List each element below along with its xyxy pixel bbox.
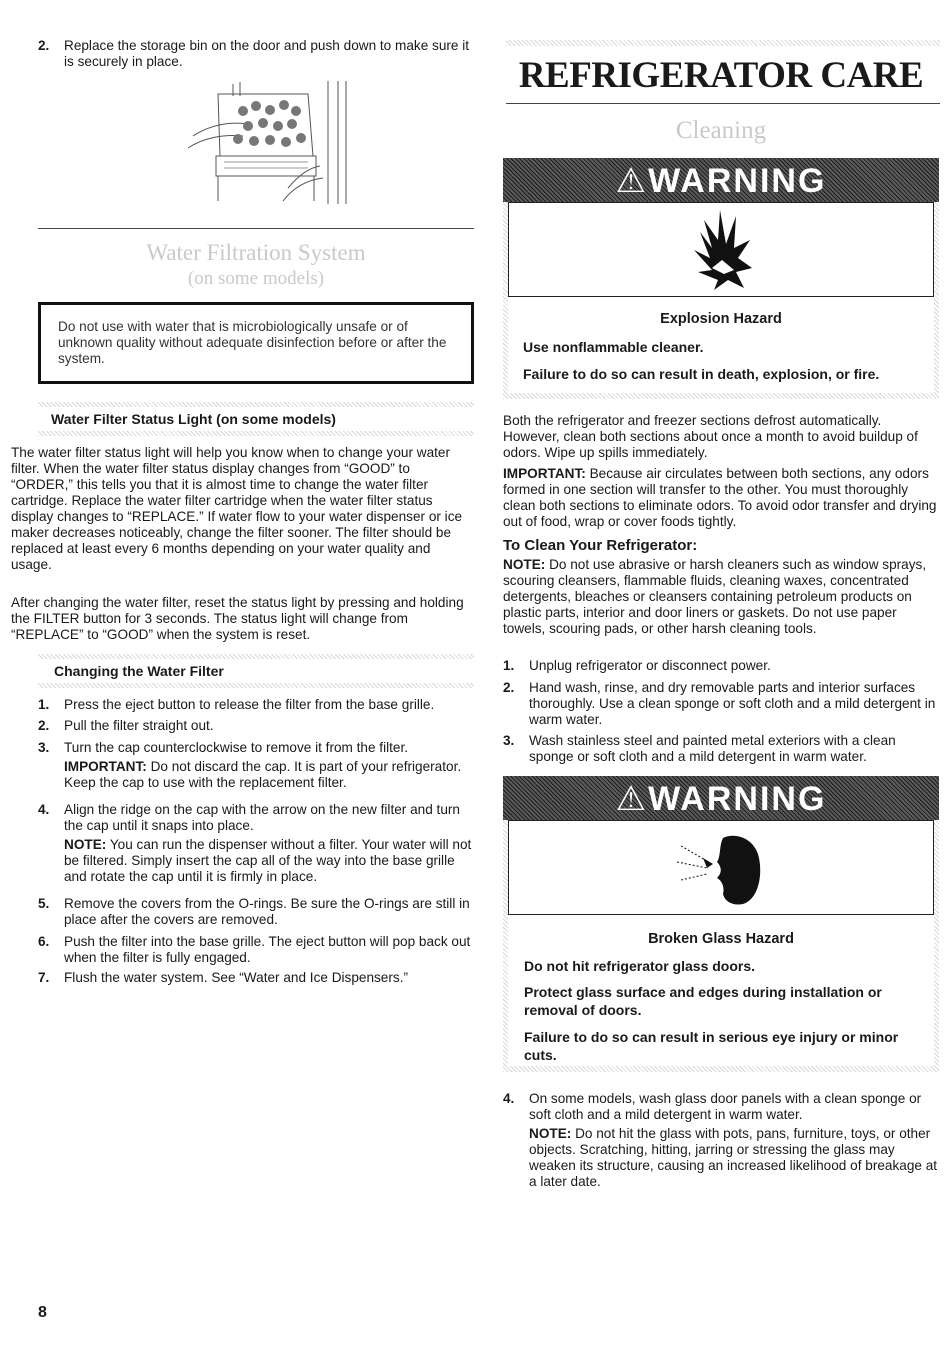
heading-rule xyxy=(38,402,474,407)
step-text: Replace the storage bin on the door and push down to make sure it is securely in place. xyxy=(64,38,470,69)
status-light-heading: Water Filter Status Light (on some models) xyxy=(51,411,336,427)
step-number: 3. xyxy=(503,733,515,748)
step-number: 3. xyxy=(38,740,50,755)
step-number: 2. xyxy=(38,38,50,53)
section-subtitle: (on some models) xyxy=(187,268,325,289)
important-text: Because air circulates between both sections, any odors formed in one section will transfer to the other. You must thoroughly clean both sections to eliminate odors. To avoid odor transfer and drying out of food, wrap or cover foods tightly. xyxy=(503,466,937,529)
page-number: 8 xyxy=(38,1304,47,1321)
cleaning-subtitle: Cleaning xyxy=(675,117,767,144)
warning-line: Do not hit refrigerator glass doors. xyxy=(524,958,756,974)
important-label: IMPORTANT: xyxy=(503,466,586,481)
note-text: Do not use abrasive or harsh cleaners such as window sprays, scouring cleansers, flammable fluids, cleaning waxes, concentrated detergents, bleaches or cleansers containing petroleum products on plastic parts, interior and door liners or gaskets. Do not use paper towels, scouring pads, or other harsh cleaning tools. xyxy=(503,557,927,636)
reset-paragraph: After changing the water filter, reset the status light by pressing and holding the FILTER button for 3 seconds. The status light will change from “REPLACE” to “GOOD” when the system is reset. xyxy=(11,595,464,642)
note-text: Do not discard the cap. It is part of your refrigerator. Keep the cap to use with the replacement filter. xyxy=(64,759,462,790)
step-note xyxy=(64,837,474,885)
list-item xyxy=(38,934,474,966)
list-item xyxy=(38,896,474,928)
warning-line: Failure to do so can result in death, explosion, or fire. xyxy=(523,366,880,382)
step-number: 1. xyxy=(503,658,515,673)
step-text: Pull the filter straight out. xyxy=(64,718,214,733)
step-4-glass-panels xyxy=(503,1091,939,1190)
list-item xyxy=(38,802,474,885)
step-number: 6. xyxy=(38,934,50,949)
note-label: NOTE: xyxy=(64,837,107,852)
hazard-title: Broken Glass Hazard xyxy=(648,931,794,947)
step-text: Align the ridge on the cap with the arrow on the new filter and turn the cap until it snaps into place. xyxy=(64,802,460,833)
step-text: Push the filter into the base grille. The eject button will pop back out when the filter is fully engaged. xyxy=(64,934,471,965)
changing-filter-heading: Changing the Water Filter xyxy=(54,663,224,679)
clean-heading: To Clean Your Refrigerator: xyxy=(503,537,698,554)
step-text: Hand wash, rinse, and dry removable parts and interior surfaces thoroughly. Use a clean sponge or soft cloth and a mild detergent in warm water. xyxy=(529,680,936,727)
hazard-title: Explosion Hazard xyxy=(660,311,782,327)
step-text: Turn the cap counterclockwise to remove it from the filter. xyxy=(64,740,409,755)
step-text: Flush the water system. See “Water and Ice Dispensers.” xyxy=(64,970,408,985)
step-number: 2. xyxy=(503,680,515,695)
list-item xyxy=(38,697,474,713)
explosion-icon xyxy=(690,210,756,290)
water-notice-text: Do not use with water that is microbiologically unsafe or of unknown quality without adequate disinfection before or after the system. xyxy=(58,319,447,366)
section-title: Water Filtration System xyxy=(146,240,366,265)
heading-rule xyxy=(38,683,474,688)
list-item xyxy=(38,718,474,734)
cleaners-note xyxy=(503,557,939,637)
water-notice-box xyxy=(38,302,474,384)
storage-bin-illustration xyxy=(188,76,368,206)
step-number: 4. xyxy=(503,1091,515,1106)
list-item xyxy=(503,733,939,765)
eye-injury-icon xyxy=(673,828,763,908)
divider xyxy=(38,228,474,229)
list-item xyxy=(503,680,939,728)
note-label: IMPORTANT: xyxy=(64,759,147,774)
explosion-warning xyxy=(503,158,939,399)
step-number: 1. xyxy=(38,697,50,712)
warning-line: Use nonflammable cleaner. xyxy=(523,339,704,355)
step-number: 4. xyxy=(38,802,50,817)
step-number: 5. xyxy=(38,896,50,911)
note-text: Do not hit the glass with pots, pans, furniture, toys, or other objects. Scratching, hitting, jarring or stressing the glass may weaken its structure, causing an increased likelihood of breakage at a later date. xyxy=(529,1126,938,1189)
step-2-storage-bin xyxy=(38,38,474,70)
title-rule xyxy=(506,40,940,46)
note-text: You can run the dispenser without a filter. Your water will not be filtered. Simply insert the cap all of the way into the base grille and rotate the cap until it is firmly in place. xyxy=(64,837,472,884)
heading-rule xyxy=(38,431,474,436)
step-text: Remove the covers from the O-rings. Be sure the O-rings are still in place after the covers are removed. xyxy=(64,896,470,927)
step-note xyxy=(529,1126,939,1190)
list-item xyxy=(38,740,474,791)
step-note xyxy=(64,759,474,791)
list-item xyxy=(503,658,939,674)
step-text: Unplug refrigerator or disconnect power. xyxy=(529,658,771,673)
defrost-paragraph: Both the refrigerator and freezer sections defrost automatically. However, clean both sections about once a month to avoid buildup of odors. Wipe up spills immediately. xyxy=(503,413,918,460)
step-number: 7. xyxy=(38,970,50,985)
list-item xyxy=(38,970,474,986)
page-title: REFRIGERATOR CARE xyxy=(518,55,924,96)
warning-line: Failure to do so can result in serious eye injury or minor cuts. xyxy=(524,1029,899,1063)
step-text: On some models, wash glass door panels with a clean sponge or soft cloth and a mild detergent in warm water. xyxy=(529,1091,922,1122)
important-paragraph xyxy=(503,466,939,530)
warning-line: Protect glass surface and edges during installation or removal of doors. xyxy=(524,984,882,1018)
divider xyxy=(506,103,940,104)
status-light-paragraph: The water filter status light will help you know when to change your water filter. When the water filter status display changes from “GOOD” to “ORDER,” this tells you that it is almost time to change the water filter cartridge. Replace the water filter cartridge when the water filter status display changes to “REPLACE.” If water flow to your water dispenser or ice maker decreases noticeably, change the filter sooner. The filter should be replaced at least every 6 months depending on your water quality and usage. xyxy=(11,445,463,572)
step-text: Press the eject button to release the filter from the base grille. xyxy=(64,697,435,712)
broken-glass-warning xyxy=(503,776,939,1072)
warning-banner: ⚠WARNING xyxy=(503,158,939,202)
warning-banner: ⚠WARNING xyxy=(503,776,939,820)
step-number: 2. xyxy=(38,718,50,733)
step-text: Wash stainless steel and painted metal exteriors with a clean sponge or soft cloth and a mild detergent in warm water. xyxy=(529,733,896,764)
note-label: NOTE: xyxy=(529,1126,572,1141)
heading-rule xyxy=(38,654,474,659)
note-label: NOTE: xyxy=(503,557,546,572)
